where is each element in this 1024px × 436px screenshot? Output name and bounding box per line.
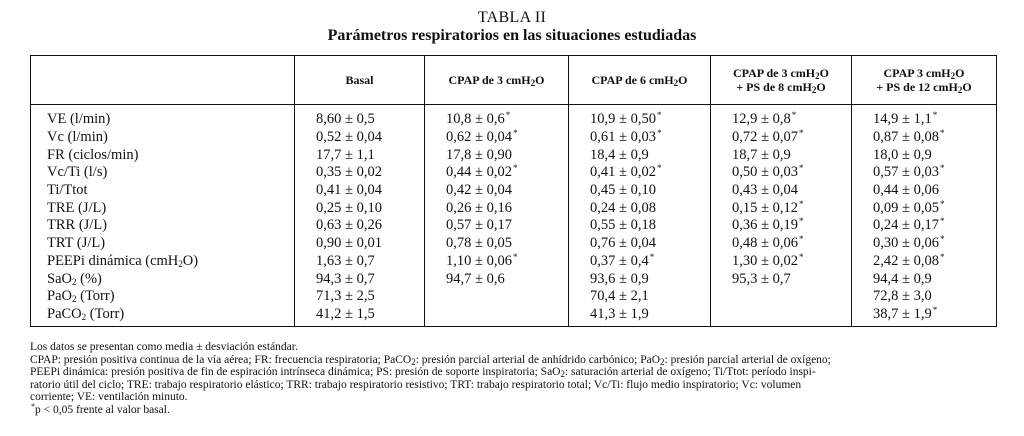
row-label: PaO$_2$ (Torr) <box>31 288 295 306</box>
header-line: Basal <box>345 73 374 87</box>
value-cell: 0,62 ± 0,04* <box>425 129 569 147</box>
value-cell: 0,35 ± 0,02 <box>295 164 425 182</box>
row-label: TRR (J/L) <box>31 217 295 235</box>
header-line: + PS de 8 cmH$_2$O <box>736 80 826 95</box>
value-cell: 0,42 ± 0,04 <box>425 182 569 200</box>
value-cell: 41,3 ± 1,9 <box>569 306 711 327</box>
table-row <box>31 182 997 200</box>
value-cell: 95,3 ± 0,7 <box>711 270 852 288</box>
table-row <box>31 270 997 288</box>
value-cell: 71,3 ± 2,5 <box>295 288 425 306</box>
table-row <box>31 164 997 182</box>
value-cell: 0,43 ± 0,04 <box>711 182 852 200</box>
value-cell: 94,7 ± 0,6 <box>425 270 569 288</box>
respiratory-parameters-table <box>30 55 997 327</box>
value-cell: 8,60 ± 0,5 <box>295 105 425 129</box>
value-cell: 0,45 ± 0,10 <box>569 182 711 200</box>
table-row <box>31 105 997 129</box>
value-cell: 0,41 ± 0,02* <box>569 164 711 182</box>
value-cell: 18,7 ± 0,9 <box>711 146 852 164</box>
value-cell: 0,55 ± 0,18 <box>569 217 711 235</box>
footnote-line: CPAP: presión positiva continua de la vía aérea; FR: frecuencia respiratoria; PaCO$_2$: presión parcial arterial de anhídrido carbónico; PaO$_2$: presión parcial arterial de oxígeno; <box>30 353 831 367</box>
value-cell: 0,15 ± 0,12* <box>711 199 852 217</box>
table-row <box>31 129 997 147</box>
value-cell: 0,78 ± 0,05 <box>425 235 569 253</box>
value-cell: 0,44 ± 0,06 <box>852 182 997 200</box>
value-cell: 10,9 ± 0,50* <box>569 105 711 129</box>
value-cell: 0,24 ± 0,17* <box>852 217 997 235</box>
value-cell: 1,63 ± 0,7 <box>295 253 425 271</box>
row-label: Vc (l/min) <box>31 129 295 147</box>
value-cell: 38,7 ± 1,9* <box>852 306 997 327</box>
value-cell: 93,6 ± 0,9 <box>569 270 711 288</box>
row-label: TRT (J/L) <box>31 235 295 253</box>
footnote-line: Los datos se presentan como media ± desviación estándar. <box>30 341 298 353</box>
value-cell <box>425 306 569 327</box>
value-cell: 0,25 ± 0,10 <box>295 199 425 217</box>
table-footnotes <box>30 341 1020 417</box>
value-cell: 0,44 ± 0,02* <box>425 164 569 182</box>
table-label: TABLA II <box>477 9 547 26</box>
table-row <box>31 199 997 217</box>
value-cell: 0,37 ± 0,4* <box>569 253 711 271</box>
header-cell-2 <box>425 56 569 105</box>
row-label: VE (l/min) <box>31 105 295 129</box>
value-cell: 0,76 ± 0,04 <box>569 235 711 253</box>
header-line: CPAP de 3 cmH$_2$O <box>733 66 829 81</box>
value-cell: 2,42 ± 0,08* <box>852 253 997 271</box>
value-cell: 10,8 ± 0,6* <box>425 105 569 129</box>
value-cell: 0,48 ± 0,06* <box>711 235 852 253</box>
footnote-line: corriente; VE: ventilación minuto. <box>30 391 188 404</box>
header-line: CPAP 3 cmH$_2$O <box>883 66 965 81</box>
value-cell: 0,87 ± 0,08* <box>852 129 997 147</box>
header-line: CPAP de 3 cmH$_2$O <box>448 73 545 88</box>
value-cell: 0,52 ± 0,04 <box>295 129 425 147</box>
header-cell-3 <box>569 56 711 105</box>
value-cell: 0,72 ± 0,07* <box>711 129 852 147</box>
value-cell: 0,26 ± 0,16 <box>425 199 569 217</box>
header-cell-parameter <box>31 56 295 105</box>
value-cell: 0,24 ± 0,08 <box>569 199 711 217</box>
value-cell <box>711 288 852 306</box>
table-body <box>31 105 997 327</box>
table-row <box>31 288 997 306</box>
table-row <box>31 235 997 253</box>
footnote-line: *p < 0,05 frente al valor basal. <box>31 401 170 416</box>
value-cell: 18,4 ± 0,9 <box>569 146 711 164</box>
row-label: PaCO$_2$ (Torr) <box>31 306 295 327</box>
row-label: TRE (J/L) <box>31 199 295 217</box>
row-label: FR (ciclos/min) <box>31 146 295 164</box>
value-cell: 0,63 ± 0,26 <box>295 217 425 235</box>
header-row <box>31 56 997 105</box>
table-row <box>31 146 997 164</box>
value-cell: 0,30 ± 0,06* <box>852 235 997 253</box>
footnote-line: ratorio útil del ciclo; TRE: trabajo respiratorio elástico; TRR: trabajo respiratorio resistivo; TRT: trabajo respiratorio total; Vc/Ti: flujo medio inspiratorio; Vc: volumen <box>30 378 802 391</box>
header-cell-1 <box>295 56 425 105</box>
row-label: SaO$_2$ (%) <box>31 270 295 288</box>
table-row <box>31 217 997 235</box>
header-cell-4 <box>711 56 852 105</box>
value-cell: 0,57 ± 0,03* <box>852 164 997 182</box>
header-cell-5 <box>852 56 997 105</box>
value-cell: 12,9 ± 0,8* <box>711 105 852 129</box>
value-cell: 0,50 ± 0,03* <box>711 164 852 182</box>
value-cell: 17,7 ± 1,1 <box>295 146 425 164</box>
row-label: PEEPi dinámica (cmH$_2$O) <box>31 253 295 271</box>
value-cell: 0,90 ± 0,01 <box>295 235 425 253</box>
row-label: Vc/Ti (l/s) <box>31 164 295 182</box>
value-cell: 14,9 ± 1,1* <box>852 105 997 129</box>
value-cell <box>711 306 852 327</box>
value-cell: 18,0 ± 0,9 <box>852 146 997 164</box>
value-cell: 94,4 ± 0,9 <box>852 270 997 288</box>
table-row <box>31 253 997 271</box>
value-cell: 70,4 ± 2,1 <box>569 288 711 306</box>
value-cell: 0,57 ± 0,17 <box>425 217 569 235</box>
footnote-line: PEEPi dinámica: presión positiva de fin de espiración intrínseca dinámica; PS: presión de soporte inspiratoria; SaO$_2$: saturación arterial de oxígeno; Ti/Ttot: período inspi- <box>30 366 816 380</box>
value-cell: 94,3 ± 0,7 <box>295 270 425 288</box>
value-cell: 41,2 ± 1,5 <box>295 306 425 327</box>
table-row <box>31 306 997 327</box>
row-label: Ti/Ttot <box>31 182 295 200</box>
value-cell: 0,36 ± 0,19* <box>711 217 852 235</box>
table-title: Parámetros respiratorios en las situaciones estudiadas <box>327 27 697 44</box>
value-cell: 0,41 ± 0,04 <box>295 182 425 200</box>
value-cell: 0,61 ± 0,03* <box>569 129 711 147</box>
value-cell: 72,8 ± 3,0 <box>852 288 997 306</box>
value-cell: 1,30 ± 0,02* <box>711 253 852 271</box>
value-cell: 1,10 ± 0,06* <box>425 253 569 271</box>
value-cell: 17,8 ± 0,90 <box>425 146 569 164</box>
value-cell: 0,09 ± 0,05* <box>852 199 997 217</box>
value-cell <box>425 288 569 306</box>
header-line: + PS de 12 cmH$_2$O <box>876 80 972 95</box>
header-line: CPAP de 6 cmH$_2$O <box>591 73 688 88</box>
